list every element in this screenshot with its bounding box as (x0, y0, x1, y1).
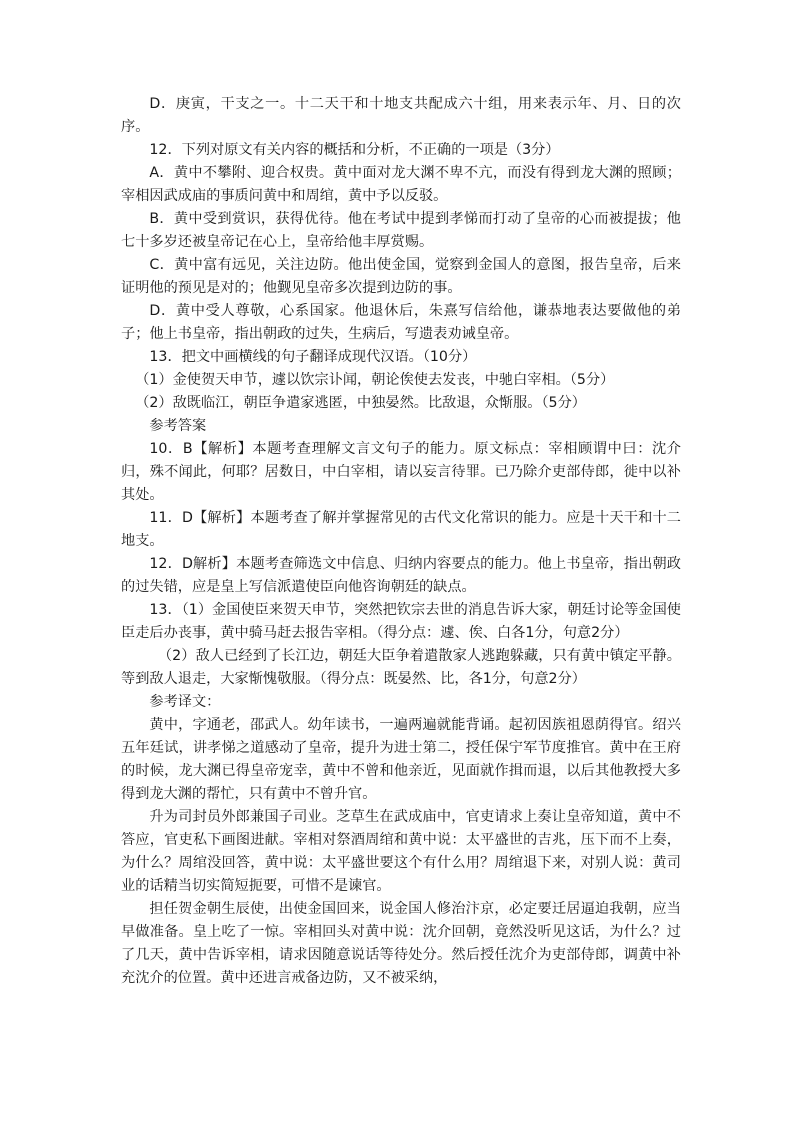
translation-paragraph-1: 黄中，字通老，邵武人。幼年读书，一遍两遍就能背诵。起初因族祖恩荫得官。绍兴五年廷试，讲孝悌之道感动了皇帝，提升为进士第二，授任保宁军节度推官。黄中在王府的时候，龙大渊已得皇帝宠幸，黄中不曾和他亲近，见面就作揖而退，以后其他教授大多得到龙大渊的帮忙，只有黄中不曾升官。 (121, 717, 681, 802)
q13-part-2: （2）敌既临江，朝臣争遣家逃匿，中独晏然。比敌退，众惭服。（5分） (135, 395, 586, 411)
document-body (121, 93, 681, 990)
answer-12: 12．D解析】本题考查筛选文中信息、归纳内容要点的能力。他上书皇帝，指出朝政的过失错，应是皇上写信派遣使臣向他咨询朝廷的缺点。 (121, 556, 681, 595)
answer-13-part-2: （2）敌人已经到了长江边，朝廷大臣争着遣散家人逃跑躲藏，只有黄中镇定平静。等到敌人退走，大家惭愧敬服。（得分点：既晏然、比，各1分，句意2分） (121, 648, 681, 687)
answer-13-part-1: 13．（1）金国使臣来贺天申节，突然把钦宗去世的消息告诉大家，朝廷讨论等金国使臣走后办丧事，黄中骑马赶去报告宰相。（得分点：遽、俟、白各1分，句意2分） (121, 602, 681, 641)
q12-option-d: D．黄中受人尊敬，心系国家。他退休后，朱熹写信给他，谦恭地表达要做他的弟子；他上书皇帝，指出朝政的过失，生病后，写遗表劝诫皇帝。 (121, 303, 681, 342)
option-d-line: D．庚寅，干支之一。十二天干和十地支共配成六十组，用来表示年、月、日的次序。 (121, 96, 681, 135)
answers-heading: 参考答案 (149, 418, 207, 434)
q12-option-a: A．黄中不攀附、迎合权贵。黄中面对龙大渊不卑不亢，而没有得到龙大渊的照顾；宰相因武成庙的事质问黄中和周绾，黄中予以反驳。 (121, 165, 681, 204)
question-12: 12．下列对原文有关内容的概括和分析，不正确的一项是（3分） (149, 142, 560, 158)
q12-option-c: C．黄中富有远见，关注边防。他出使金国，觉察到金国人的意图，报告皇帝，后来证明他的预见是对的；他觐见皇帝多次提到边防的事。 (121, 257, 681, 296)
translation-paragraph-3: 担任贺金朝生辰使，出使金国回来，说金国人修治汴京，必定要迁居逼迫我朝，应当早做准备。皇上吃了一惊。宰相回头对黄中说：沈介回朝，竟然没听见这话，为什么？过了几天，黄中告诉宰相，请求因随意说话等待处分。然后授任沈介为吏部侍郎，调黄中补充沈介的位置。黄中还进言戒备边防，又不被采纳， (121, 901, 681, 986)
translation-paragraph-2: 升为司封员外郎兼国子司业。芝草生在武成庙中，官吏请求上奏让皇帝知道，黄中不答应，官吏私下画图进献。宰相对祭酒周绾和黄中说：太平盛世的吉兆，压下而不上奏，为什么？周绾没回答，黄中说：太平盛世要这个有什么用？周绾退下来，对别人说：黄司业的话精当切实简短扼要，可惜不是谏官。 (121, 809, 681, 894)
q13-part-1: （1）金使贺天申节，遽以饮宗讣闻，朝论俟使去发丧，中驰白宰相。（5分） (135, 372, 615, 388)
translation-heading: 参考译文： (149, 694, 221, 710)
question-13: 13．把文中画横线的句子翻译成现代汉语。（10分） (149, 349, 477, 365)
answer-10: 10．B【解析】本题考查理解文言文句子的能力。原文标点：宰相顾谓中曰：沈介归，殊不闻此，何耶？居数日，中白宰相，请以妄言待罪。已乃除介吏部侍郎，徙中以补其处。 (121, 441, 681, 503)
answer-11: 11．D【解析】本题考查了解并掌握常见的古代文化常识的能力。应是十天干和十二地支。 (121, 510, 681, 549)
q12-option-b: B．黄中受到赏识，获得优待。他在考试中提到孝悌而打动了皇帝的心而被提拔；他七十多岁还被皇帝记在心上，皇帝给他丰厚赏赐。 (121, 211, 681, 250)
